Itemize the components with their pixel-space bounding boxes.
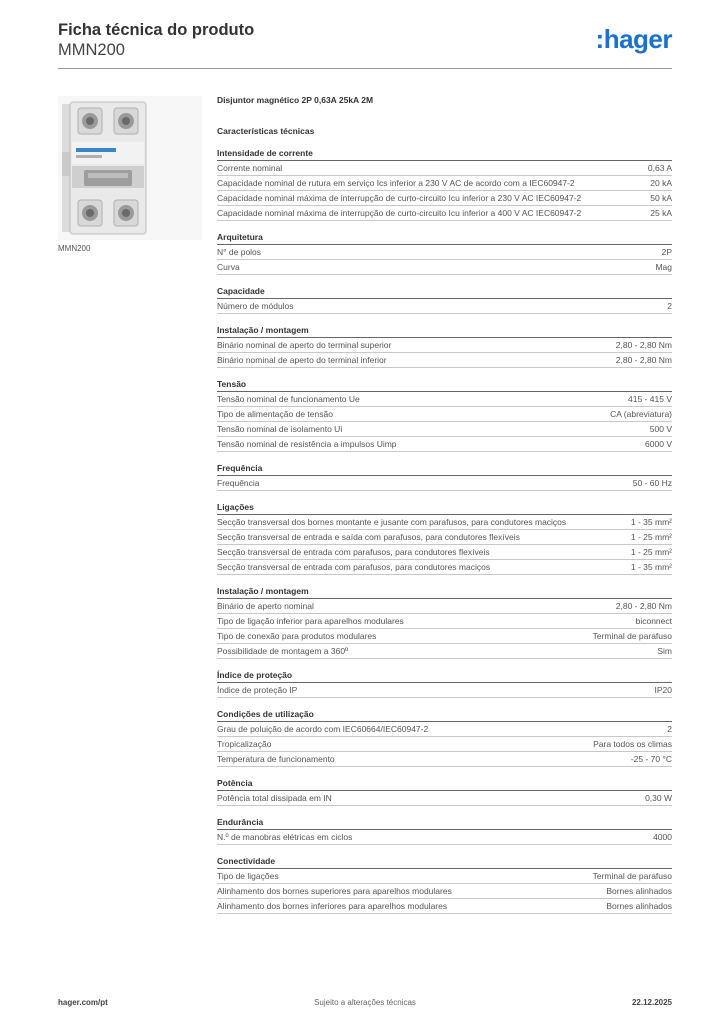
spec-label: Capacidade nominal máxima de interrupção de curto-circuito Icu inferior a 400 V AC IEC60947-2 (217, 208, 582, 218)
spec-value: 25 kA (650, 208, 672, 218)
spec-value: 1 - 35 mm² (630, 562, 672, 572)
spec-value: 2 (667, 724, 672, 734)
spec-value: 1 - 25 mm² (630, 532, 672, 542)
spec-row (217, 722, 672, 737)
spec-value: Mag (655, 262, 672, 272)
spec-label: Binário nominal de aperto do terminal superior (217, 340, 392, 350)
spec-row (217, 353, 672, 368)
spec-value: 2,80 - 2,80 Nm (615, 340, 672, 350)
spec-section (217, 286, 672, 314)
spec-value: 20 kA (650, 178, 672, 188)
footer-date: 22.12.2025 (631, 998, 672, 1007)
spec-label: Frequência (217, 478, 260, 488)
product-code: MMN200 (58, 41, 125, 59)
spec-row (217, 530, 672, 545)
spec-row (217, 176, 672, 191)
section-title: Endurância (217, 817, 672, 830)
spec-section (217, 709, 672, 767)
spec-row (217, 545, 672, 560)
spec-value: 500 V (649, 424, 672, 434)
circuit-breaker-icon (58, 96, 202, 240)
spec-row (217, 191, 672, 206)
spec-section (217, 778, 672, 806)
spec-row (217, 869, 672, 884)
spec-row (217, 245, 672, 260)
spec-row (217, 338, 672, 353)
spec-value: 1 - 35 mm² (630, 517, 672, 527)
spec-label: Tropicalização (217, 739, 272, 749)
spec-value: Bornes alinhados (606, 901, 672, 911)
spec-label: Secção transversal de entrada com parafusos, para condutores flexíveis (217, 547, 490, 557)
spec-row (217, 422, 672, 437)
spec-label: Corrente nominal (217, 163, 283, 173)
spec-label: Tipo de ligação inferior para aparelhos modulares (217, 616, 404, 626)
spec-section (217, 817, 672, 845)
spec-row (217, 884, 672, 899)
spec-label: Tensão nominal de isolamento Ui (217, 424, 343, 434)
spec-section (217, 856, 672, 914)
section-title: Intensidade de corrente (217, 148, 672, 161)
spec-section (217, 232, 672, 275)
spec-value: CA (abreviatura) (610, 409, 672, 419)
spec-value: -25 - 70 °C (630, 754, 672, 764)
spec-value: 50 kA (650, 193, 672, 203)
section-title: Tensão (217, 379, 672, 392)
spec-value: 4000 (653, 832, 672, 842)
spec-label: Temperatura de funcionamento (217, 754, 335, 764)
spec-label: Secção transversal dos bornes montante e jusante com parafusos, para condutores maciços (217, 517, 567, 527)
spec-value: Para todos os climas (593, 739, 672, 749)
section-title: Índice de proteção (217, 670, 672, 683)
spec-row (217, 644, 672, 659)
spec-value: 50 - 60 Hz (632, 478, 672, 488)
spec-label: Potência total dissipada em IN (217, 793, 332, 803)
section-title: Ligações (217, 502, 672, 515)
spec-label: Tipo de alimentação de tensão (217, 409, 333, 419)
spec-section (217, 148, 672, 221)
spec-label: Binário de aperto nominal (217, 601, 314, 611)
spec-label: Tensão nominal de resistência a impulsos Uimp (217, 439, 397, 449)
section-title: Capacidade (217, 286, 672, 299)
spec-row (217, 683, 672, 698)
spec-row (217, 830, 672, 845)
product-description: Disjuntor magnético 2P 0,63A 25kA 2M (217, 95, 374, 105)
spec-value: biconnect (635, 616, 672, 626)
spec-value: 6000 V (645, 439, 672, 449)
section-title: Instalação / montagem (217, 325, 672, 338)
spec-label: Curva (217, 262, 240, 272)
spec-value: 2,80 - 2,80 Nm (615, 601, 672, 611)
spec-label: Tipo de conexão para produtos modulares (217, 631, 377, 641)
spec-label: Alinhamento dos bornes inferiores para aparelhos modulares (217, 901, 448, 911)
hager-logo: :hager (595, 24, 672, 54)
spec-row (217, 515, 672, 530)
spec-row (217, 629, 672, 644)
product-image (58, 96, 202, 240)
spec-section (217, 502, 672, 575)
spec-row (217, 560, 672, 575)
spec-label: Número de módulos (217, 301, 294, 311)
footer-website: hager.com/pt (58, 998, 108, 1007)
spec-value: Bornes alinhados (606, 886, 672, 896)
spec-section (217, 463, 672, 491)
spec-label: N° de polos (217, 247, 262, 257)
spec-value: 415 - 415 V (628, 394, 672, 404)
spec-label: Secção transversal de entrada com parafusos, para condutores maciços (217, 562, 491, 572)
spec-row (217, 737, 672, 752)
spec-label: Grau de poluição de acordo com IEC60664/IEC60947-2 (217, 724, 429, 734)
section-title: Conectividade (217, 856, 672, 869)
spec-row (217, 752, 672, 767)
spec-row (217, 260, 672, 275)
footer-notice: Sujeito a alterações técnicas (314, 998, 416, 1007)
spec-label: Índice de proteção IP (217, 685, 298, 695)
spec-section (217, 670, 672, 698)
spec-row (217, 299, 672, 314)
spec-value: 1 - 25 mm² (630, 547, 672, 557)
spec-label: Binário nominal de aperto do terminal inferior (217, 355, 387, 365)
product-specs (217, 95, 672, 925)
spec-row (217, 791, 672, 806)
section-title: Frequência (217, 463, 672, 476)
spec-value: Terminal de parafuso (592, 631, 672, 641)
spec-value: Sim (657, 646, 672, 656)
spec-value: Terminal de parafuso (592, 871, 672, 881)
header-divider (58, 68, 672, 69)
spec-label: Tipo de ligações (217, 871, 279, 881)
spec-value: 2 (667, 301, 672, 311)
spec-row (217, 206, 672, 221)
spec-value: 2,80 - 2,80 Nm (615, 355, 672, 365)
spec-sections (217, 148, 672, 914)
spec-label: N.º de manobras elétricas em ciclos (217, 832, 353, 842)
spec-row (217, 392, 672, 407)
spec-row (217, 407, 672, 422)
spec-label: Alinhamento dos bornes superiores para aparelhos modulares (217, 886, 452, 896)
spec-section (217, 325, 672, 368)
spec-label: Capacidade nominal máxima de interrupção de curto-circuito Icu inferior a 230 V AC IEC60947-2 (217, 193, 582, 203)
header (58, 20, 254, 60)
section-title: Condições de utilização (217, 709, 672, 722)
section-title: Arquitetura (217, 232, 672, 245)
page-title: Ficha técnica do produto (58, 21, 255, 39)
spec-row (217, 161, 672, 176)
spec-label: Secção transversal de entrada e saída com parafusos, para condutores flexíveis (217, 532, 520, 542)
spec-label: Possibilidade de montagem a 360º (217, 646, 349, 656)
spec-value: IP20 (654, 685, 672, 695)
spec-row (217, 899, 672, 914)
spec-label: Capacidade nominal de rutura em serviço Ics inferior a 230 V AC de acordo com a IEC60947-2 (217, 178, 575, 188)
spec-section (217, 379, 672, 452)
spec-row (217, 437, 672, 452)
spec-value: 0,30 W (645, 793, 672, 803)
spec-row (217, 599, 672, 614)
technical-characteristics-heading: Características técnicas (217, 126, 315, 136)
spec-label: Tensão nominal de funcionamento Ue (217, 394, 360, 404)
spec-value: 2P (661, 247, 672, 257)
spec-row (217, 476, 672, 491)
spec-row (217, 614, 672, 629)
section-title: Instalação / montagem (217, 586, 672, 599)
section-title: Potência (217, 778, 672, 791)
spec-section (217, 586, 672, 659)
spec-value: 0,63 A (647, 163, 672, 173)
product-image-caption: MMN200 (58, 244, 91, 253)
